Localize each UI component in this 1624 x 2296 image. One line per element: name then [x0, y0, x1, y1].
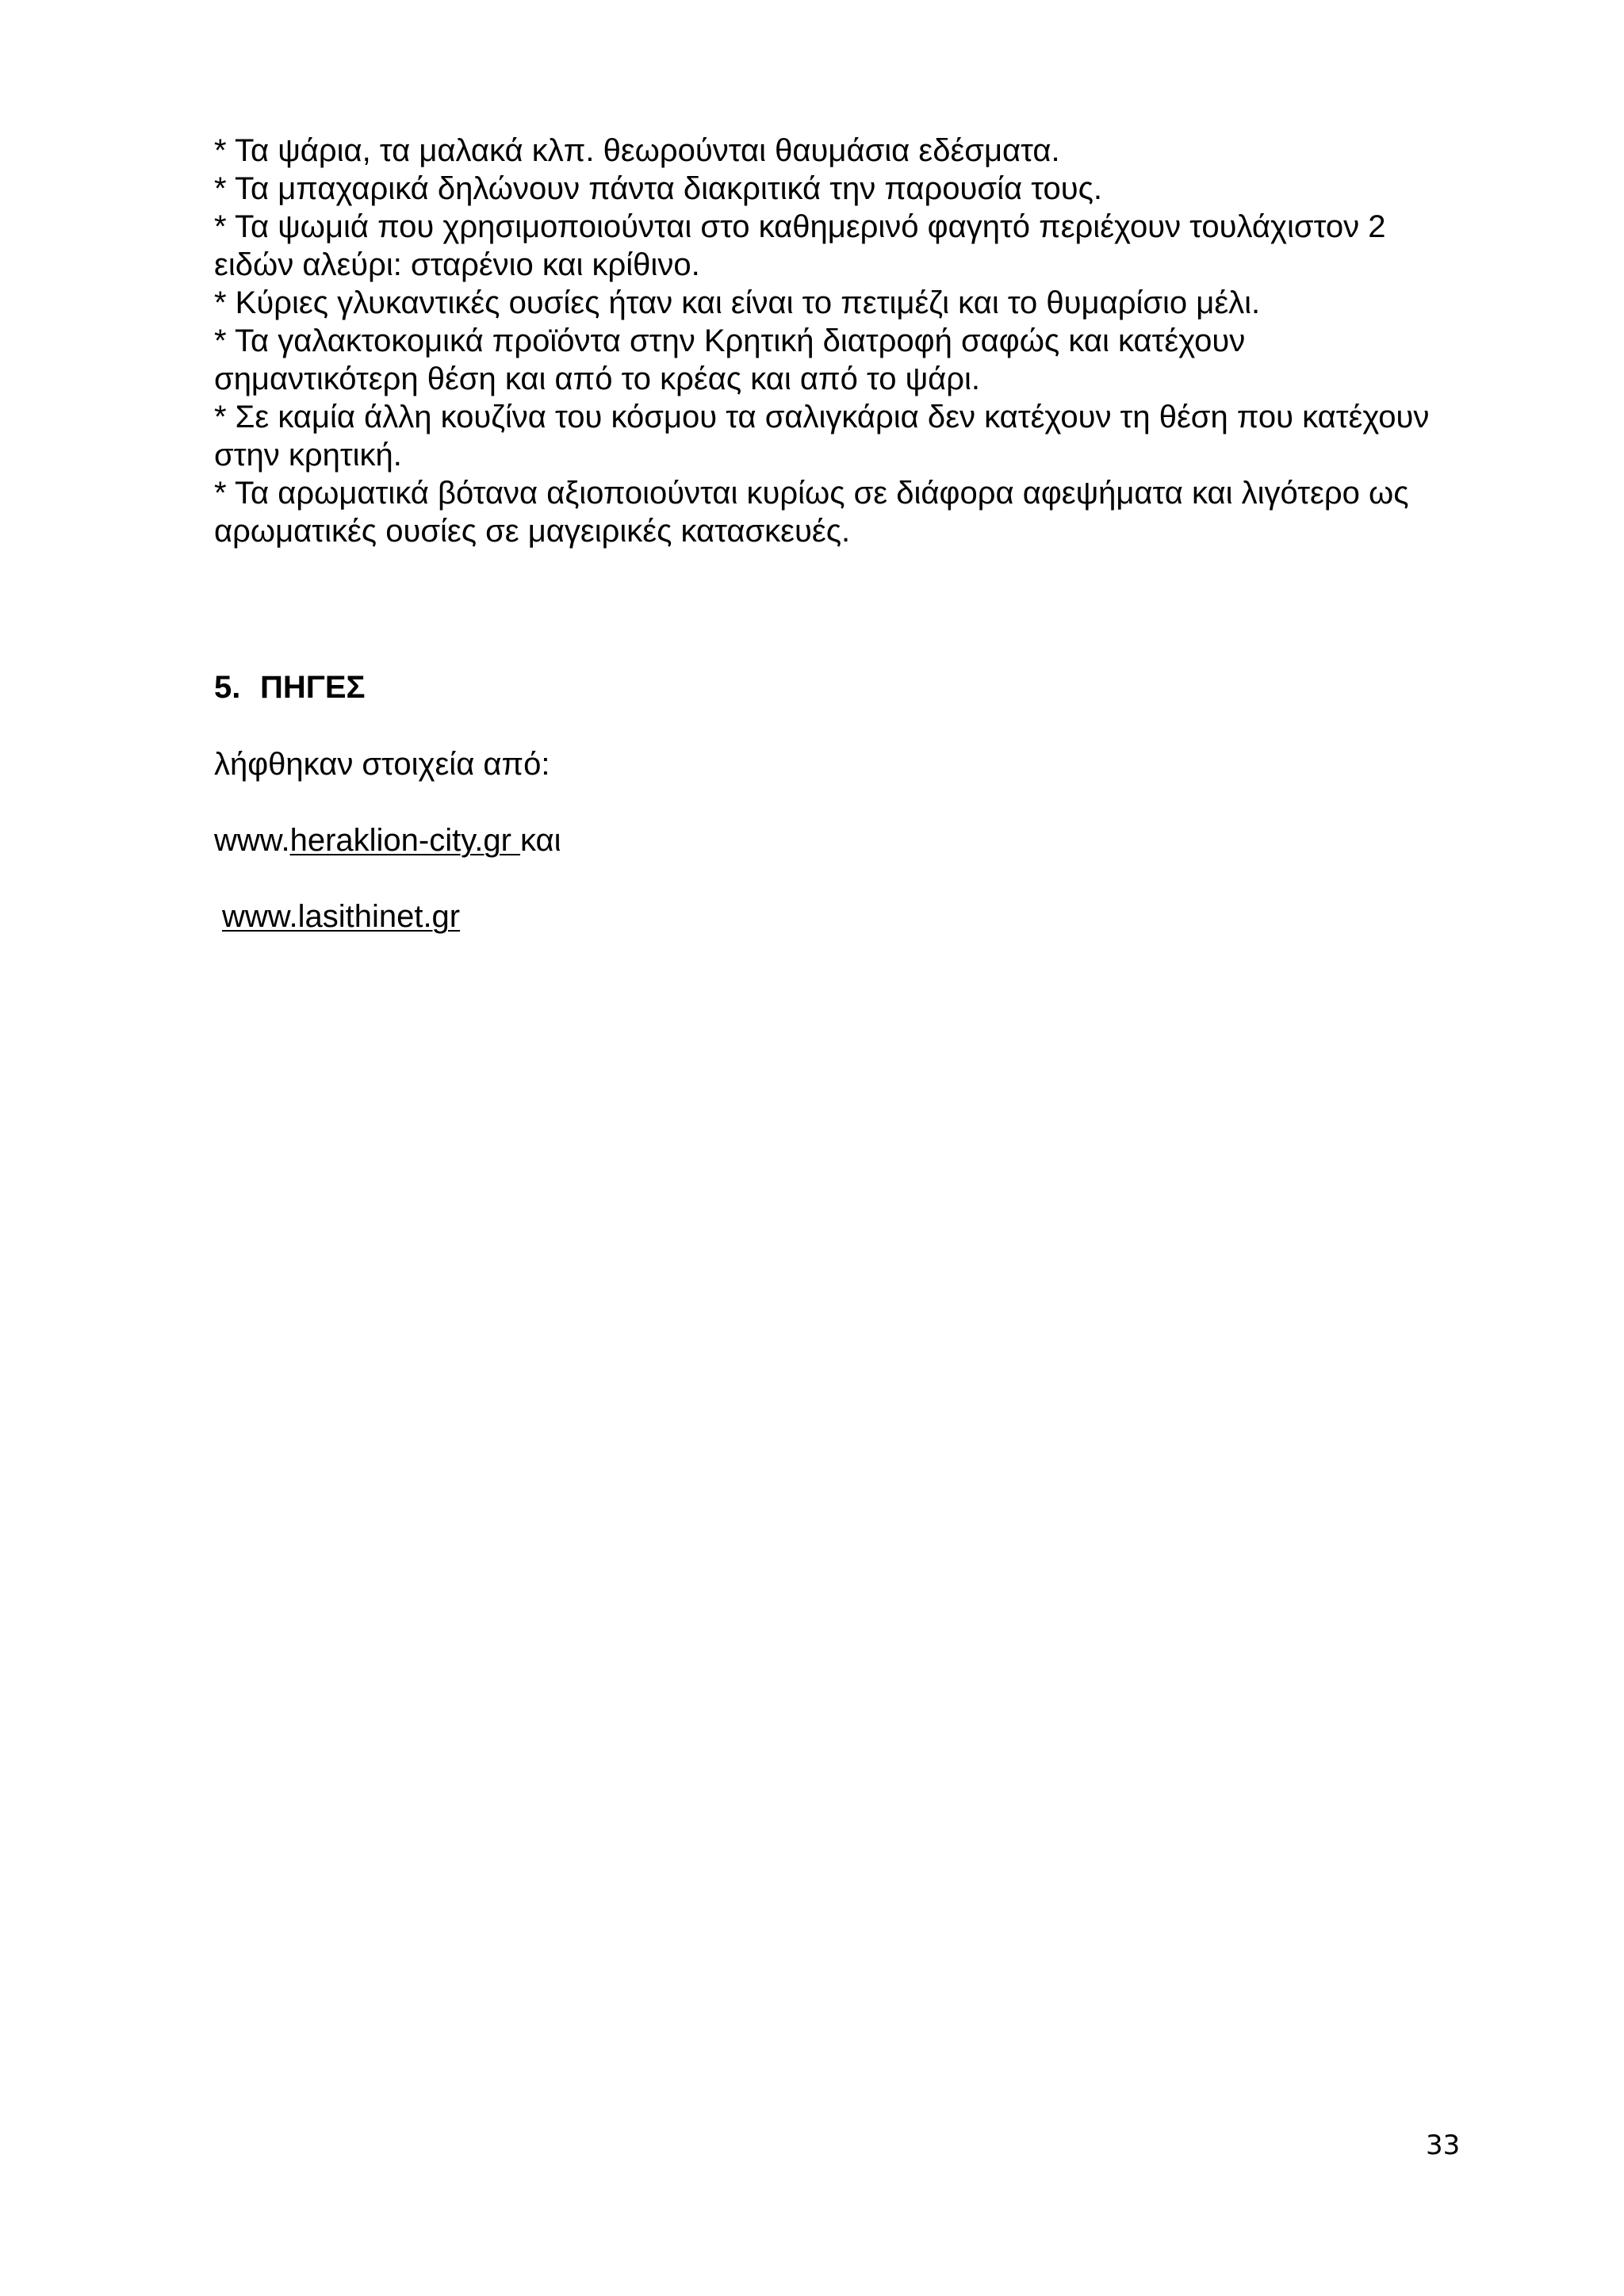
- bullet-item: * Τα ψάρια, τα μαλακά κλπ. θεωρούνται θαυμάσια εδέσματα.: [214, 133, 1060, 168]
- heraklion-link[interactable]: heraklion-city.gr: [289, 823, 521, 858]
- bullet-list: [214, 132, 1451, 550]
- bullet-item: * Κύριες γλυκαντικές ουσίες ήταν και είναι το πετιμέζι και το θυμαρίσιο μέλι.: [214, 285, 1261, 320]
- source-line-2: [222, 897, 460, 936]
- page-number: 33: [1426, 2130, 1461, 2161]
- bullet-item: * Τα ψωμιά που χρησιμοποιούνται στο καθημερινό φαγητό περιέχουν τουλάχιστον 2 ειδών αλεύρι: σταρένιο και κρίθινο.: [214, 209, 1386, 282]
- lasithinet-link[interactable]: www.lasithinet.gr: [222, 899, 461, 934]
- section-heading: [214, 668, 366, 706]
- source-prefix: www.: [214, 823, 290, 858]
- bullet-item: * Τα αρωματικά βότανα αξιοποιούνται κυρίως σε διάφορα αφεψήματα και λιγότερο ως αρωματικές ουσίες σε μαγειρικές κατασκευές.: [214, 476, 1409, 549]
- bullet-item: * Τα μπαχαρικά δηλώνουν πάντα διακριτικά την παρουσία τους.: [214, 171, 1102, 206]
- source-line-1: [214, 821, 561, 859]
- section-number: 5.: [214, 670, 241, 705]
- bullet-item: * Τα γαλακτοκομικά προϊόντα στην Κρητική διατροφή σαφώς και κατέχουν σημαντικότερη θέση και από το κρέας και από το ψάρι.: [214, 323, 1246, 396]
- source-conjunction: και: [520, 823, 561, 858]
- sources-intro: λήφθηκαν στοιχεία από:: [214, 747, 550, 782]
- bullet-item: * Σε καμία άλλη κουζίνα του κόσμου τα σαλιγκάρια δεν κατέχουν τη θέση που κατέχουν στην κρητική.: [214, 400, 1430, 473]
- section-title: ΠΗΓΕΣ: [260, 670, 366, 705]
